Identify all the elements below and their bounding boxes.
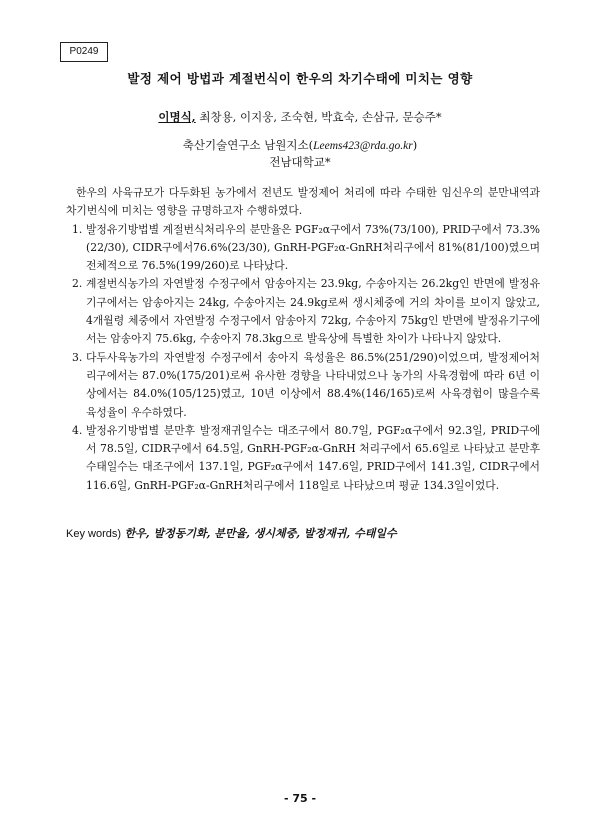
keywords-label: Key words) [66,528,122,540]
intro-paragraph: 한우의 사육규모가 다두화된 농가에서 전년도 발정제어 처리에 따라 수태한 임신우의 분만내역과 차기번식에 미치는 영향을 규명하고자 수행하였다. [66,186,540,218]
first-author: 이명식, [158,110,196,124]
list-item [72,422,540,495]
item-text: 발정유기방법별 계절번식처리우의 분만율은 PGF₂α구에서 73%(73/100), PRID구에서 73.3%(22/30), CIDR구에서76.6%(23/30), GnRH-PGF₂α-GnRH처리구에서 81%(81/100)였으며 전체적으로 76.5%(199/260)로 나타났다. [86,222,540,273]
result-list [66,221,540,495]
item-number: 2. [72,277,83,291]
page-number: - 75 - [283,792,317,805]
paper-title: 발정 제어 방법과 계절번식이 한우의 차기수태에 미치는 영향 [127,71,473,86]
affiliation-name: 축산기술연구소 남원지소( [182,138,314,152]
abstract-code-badge: P0249 [60,42,108,62]
contact-email[interactable]: Leems423@rda.go.kr [313,140,413,152]
co-authors: 최창용, 이지웅, 조숙현, 박효숙, 손삼규, 문승주* [195,110,442,124]
affiliation-close: ) [412,138,418,152]
list-item [72,221,540,276]
list-item [72,349,540,422]
item-number: 4. [72,423,83,437]
affiliation-secondary: 전남대학교* [269,155,331,169]
keywords-values: 한우, 발정동기화, 분만율, 생시체중, 발정재귀, 수태일수 [124,527,397,540]
list-item [72,275,540,348]
item-text: 다두사육농가의 자연발정 수정구에서 송아지 육성율은 86.5%(251/290)이었으며, 발정제어처리구에서는 87.0%(175/201)로써 유사한 경향을 나타내었으나 농가의 사육경험에 따라 6년 이상에서는 84.0%(105/125)였고, 10년 이상에서 88.4%(146/165)로써 사육경험이 많을수록 육성율이 우수하였다. [86,350,540,419]
item-number: 1. [72,222,83,236]
abstract-body [66,184,540,495]
author-list [0,109,600,125]
affiliation-primary [0,137,600,153]
item-number: 3. [72,350,83,364]
keywords [66,525,540,541]
item-text: 계절번식농가의 자연발정 수정구에서 암송아지는 23.9kg, 수송아지는 26.2kg인 반면에 발정유기구에서는 암송아지는 24kg, 수송아지는 24.9kg로써 생시체중에 거의 차이를 보이지 않았고, 4개월령 체중에서 자연발정 수정구에서 암송아지 72kg, 수송아지 75kg인 반면에 발정유기구에서는 암송아지 75.6kg, 수송아지 78.3kg으로 발육상에 특별한 차이가 나타나지 않았다. [86,277,540,346]
item-text: 발정유기방법별 분만후 발정재귀일수는 대조구에서 80.7일, PGF₂α구에서 92.3일, PRID구에서 78.5일, CIDR구에서 64.5일, GnRH-PGF₂α-GnRH 처리구에서 65.6일로 나타났고 분만후 수태일수는 대조구에서 137.1일, PGF₂α구에서 147.6일, PRID구에서 141.3일, CIDR구에서 116.6일, GnRH-PGF₂α-GnRH처리구에서 118일로 나타났으며 평균 134.3일이었다. [86,423,540,492]
